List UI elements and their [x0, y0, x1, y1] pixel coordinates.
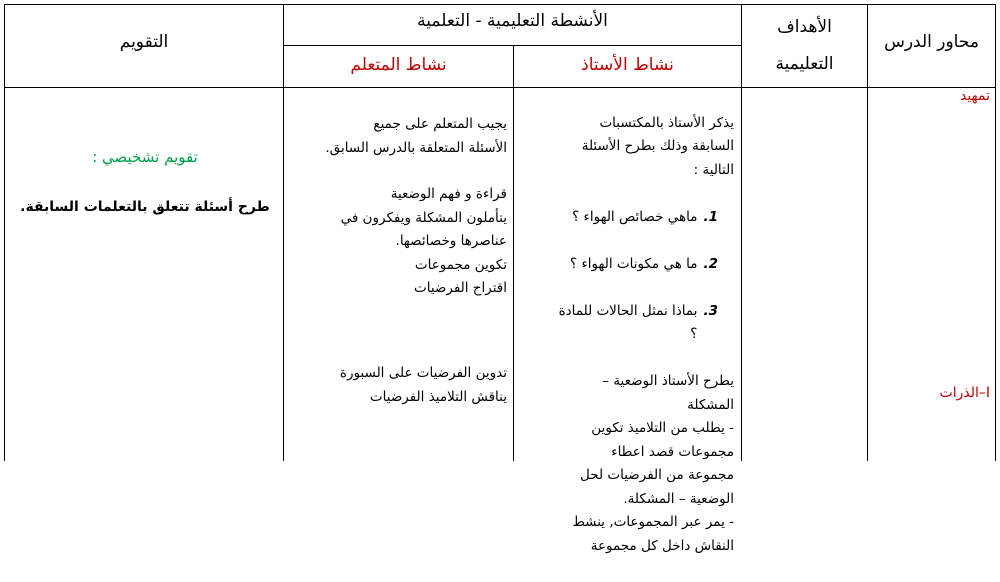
learner-block-1: يجيب المتعلم على جميع الأسئلة المتعلقة بالدرس السابق.	[325, 116, 507, 156]
learner-block-2: قراءة و فهم الوضعية يتأملون المشكلة ويفكرون في عناصرها وخصائصها. تكوين مجموعات اقتراح الفرضيات	[340, 186, 507, 296]
evaluation-title: تقويم تشخيصي :	[92, 148, 198, 166]
header-objectives: الأهداف التعليمية	[775, 17, 834, 74]
table-border-top	[4, 4, 996, 5]
col-divider-4	[867, 4, 868, 461]
header-activities: الأنشطة التعليمية - التعلمية	[417, 11, 608, 31]
table-border-left	[4, 4, 5, 461]
header-evaluation: التقويم	[119, 32, 169, 52]
header-subdivider	[283, 45, 741, 46]
question-text: ماهي خصائص الهواء ؟	[572, 208, 698, 225]
axis-intro: تمهيد	[959, 88, 990, 104]
question-number: 3.	[703, 302, 718, 319]
question-item-2	[518, 253, 734, 277]
header-bottom-divider	[4, 87, 996, 88]
question-item-1	[518, 206, 734, 230]
axis-atoms: I–الذرات	[939, 385, 990, 401]
col-divider-2	[513, 45, 514, 461]
learner-block-3: تدوين الفرضيات على السبورة يناقش التلاميذ الفرضيات	[339, 365, 507, 405]
teacher-rest: يطرح الأستاذ الوضعية – المشكلة - يطلب من التلاميذ تكوين مجموعات قصد اعطاء مجموعة من الفرضيات لحل الوضعية – المشكلة. - يمر عبر المجموعات, ينشط النقاش داخل كل مجموعة	[572, 373, 734, 554]
header-teacher-activity: نشاط الأستاذ	[581, 55, 674, 75]
question-text: بماذا نمثل الحالات للمادة ؟	[558, 302, 698, 342]
header-lesson-axes: محاور الدرس	[884, 32, 979, 52]
teacher-intro: يذكر الأستاذ بالمكتسبات السابقة وذلك بطرح الأسئلة التالية :	[581, 114, 734, 178]
question-item-3	[518, 300, 734, 347]
header-learner-activity: نشاط المتعلم	[350, 55, 447, 75]
table-border-right	[995, 4, 996, 461]
question-text: ما هي مكونات الهواء ؟	[570, 255, 698, 272]
teacher-activity-text	[518, 88, 734, 582]
evaluation-text: طرح أسئلة تتعلق بالتعلمات السابقة.	[20, 199, 270, 215]
question-number: 2.	[703, 255, 718, 272]
question-number: 1.	[703, 208, 718, 225]
